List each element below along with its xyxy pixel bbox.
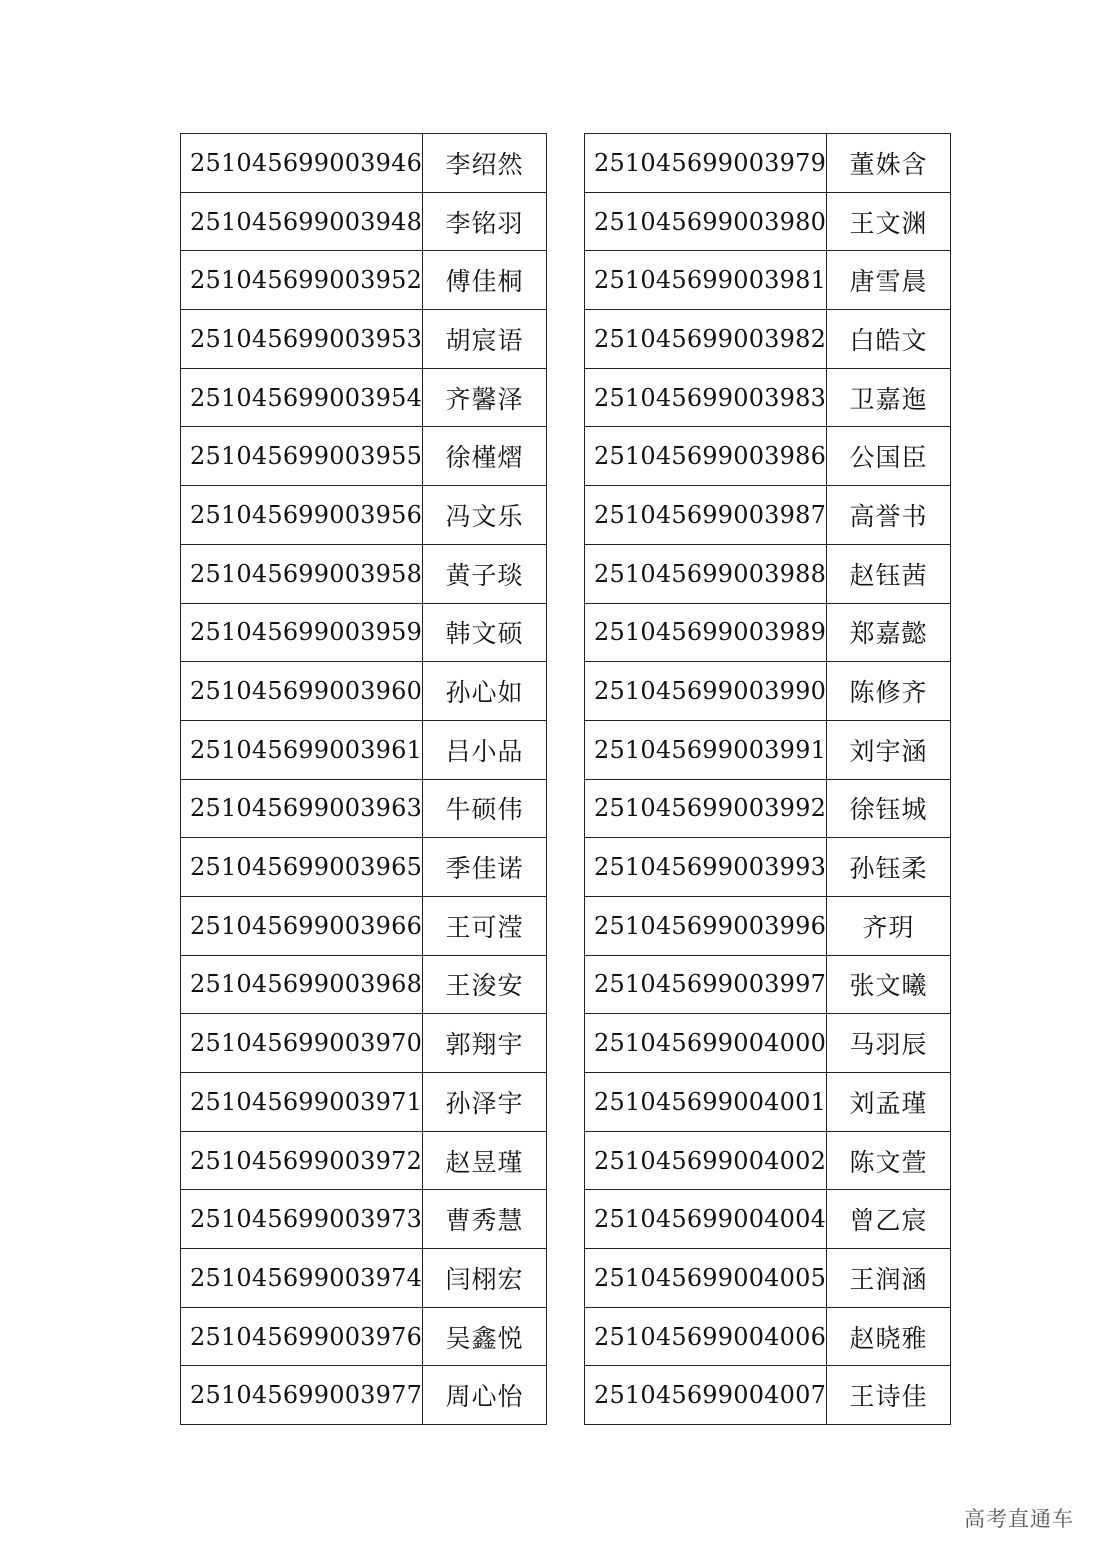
candidate-id-cell: 251045699003993 (585, 838, 827, 897)
candidate-name-cell: 孙钰柔 (827, 838, 951, 897)
candidate-name-cell: 董姝含 (827, 134, 951, 193)
candidate-id-cell: 251045699003979 (585, 134, 827, 193)
candidate-id-cell: 251045699003970 (181, 1014, 423, 1073)
table-row (181, 838, 547, 897)
candidate-id-cell: 251045699003948 (181, 192, 423, 251)
candidate-id-cell: 251045699003977 (181, 1366, 423, 1425)
table-row (585, 134, 951, 193)
candidate-name-cell: 牛硕伟 (423, 779, 547, 838)
candidate-id-cell: 251045699003946 (181, 134, 423, 193)
candidate-name-cell: 陈文萱 (827, 1131, 951, 1190)
candidate-name-cell: 徐槿熠 (423, 427, 547, 486)
table-row (585, 662, 951, 721)
table-row (181, 720, 547, 779)
candidate-id-cell: 251045699003960 (181, 662, 423, 721)
table-row (585, 779, 951, 838)
candidate-name-cell: 赵钰茜 (827, 544, 951, 603)
candidate-name-cell: 高誉书 (827, 486, 951, 545)
candidate-name-cell: 郑嘉懿 (827, 603, 951, 662)
table-row (181, 955, 547, 1014)
candidate-id-cell: 251045699004000 (585, 1014, 827, 1073)
table-row (181, 251, 547, 310)
table-row (181, 192, 547, 251)
candidate-id-cell: 251045699004001 (585, 1073, 827, 1132)
candidate-id-cell: 251045699003986 (585, 427, 827, 486)
candidate-id-cell: 251045699003971 (181, 1073, 423, 1132)
table-row (181, 544, 547, 603)
table-row (181, 486, 547, 545)
candidate-name-cell: 卫嘉迤 (827, 368, 951, 427)
candidate-id-cell: 251045699003968 (181, 955, 423, 1014)
candidate-id-cell: 251045699003952 (181, 251, 423, 310)
candidate-id-cell: 251045699004007 (585, 1366, 827, 1425)
right-table-body (585, 134, 951, 1425)
candidate-name-cell: 傅佳桐 (423, 251, 547, 310)
watermark-text: 高考直通车 (964, 1507, 1074, 1531)
candidate-id-cell: 251045699004004 (585, 1190, 827, 1249)
candidate-id-cell: 251045699003974 (181, 1249, 423, 1308)
table-row (181, 896, 547, 955)
candidate-id-cell: 251045699003966 (181, 896, 423, 955)
candidate-name-cell: 徐钰城 (827, 779, 951, 838)
table-row (181, 1366, 547, 1425)
candidate-name-cell: 曹秀慧 (423, 1190, 547, 1249)
candidate-id-cell: 251045699003963 (181, 779, 423, 838)
table-row (585, 838, 951, 897)
candidate-name-cell: 刘宇涵 (827, 720, 951, 779)
table-row (181, 368, 547, 427)
table-row (585, 486, 951, 545)
table-row (585, 720, 951, 779)
candidate-id-cell: 251045699003980 (585, 192, 827, 251)
candidate-id-cell: 251045699003992 (585, 779, 827, 838)
candidate-name-cell: 王润涵 (827, 1249, 951, 1308)
candidate-name-cell: 张文曦 (827, 955, 951, 1014)
table-row (181, 662, 547, 721)
table-row (585, 1073, 951, 1132)
table-row (181, 1307, 547, 1366)
table-row (585, 427, 951, 486)
table-row (181, 603, 547, 662)
candidate-name-cell: 胡宸语 (423, 310, 547, 369)
candidate-id-cell: 251045699003955 (181, 427, 423, 486)
candidate-id-cell: 251045699003954 (181, 368, 423, 427)
candidate-id-cell: 251045699003956 (181, 486, 423, 545)
table-row (181, 1249, 547, 1308)
candidate-id-cell: 251045699003982 (585, 310, 827, 369)
table-row (181, 1131, 547, 1190)
candidate-name-cell: 白皓文 (827, 310, 951, 369)
table-row (585, 368, 951, 427)
table-row (181, 1190, 547, 1249)
candidate-id-cell: 251045699003972 (181, 1131, 423, 1190)
candidate-name-cell: 周心怡 (423, 1366, 547, 1425)
table-row (585, 1014, 951, 1073)
candidate-name-cell: 孙心如 (423, 662, 547, 721)
candidate-id-cell: 251045699003989 (585, 603, 827, 662)
right-list-table (584, 133, 951, 1425)
candidate-name-cell: 李铭羽 (423, 192, 547, 251)
candidate-name-cell: 闫栩宏 (423, 1249, 547, 1308)
table-row (181, 1073, 547, 1132)
candidate-id-cell: 251045699003953 (181, 310, 423, 369)
candidate-id-cell: 251045699003996 (585, 896, 827, 955)
candidate-id-cell: 251045699003976 (181, 1307, 423, 1366)
table-row (585, 603, 951, 662)
candidate-name-cell: 韩文硕 (423, 603, 547, 662)
candidate-name-cell: 李绍然 (423, 134, 547, 193)
candidate-name-cell: 黄子琰 (423, 544, 547, 603)
table-row (585, 1249, 951, 1308)
candidate-id-cell: 251045699004006 (585, 1307, 827, 1366)
candidate-name-cell: 公国臣 (827, 427, 951, 486)
candidate-name-cell: 吴鑫悦 (423, 1307, 547, 1366)
table-row (585, 192, 951, 251)
table-row (181, 779, 547, 838)
table-row (585, 896, 951, 955)
candidate-name-cell: 唐雪晨 (827, 251, 951, 310)
candidate-id-cell: 251045699003987 (585, 486, 827, 545)
candidate-name-cell: 齐玥 (827, 896, 951, 955)
candidate-id-cell: 251045699003965 (181, 838, 423, 897)
candidate-id-cell: 251045699004002 (585, 1131, 827, 1190)
left-table-body (181, 134, 547, 1425)
candidate-name-cell: 王文渊 (827, 192, 951, 251)
left-list-table (180, 133, 547, 1425)
candidate-id-cell: 251045699003959 (181, 603, 423, 662)
table-row (585, 1366, 951, 1425)
candidate-name-cell: 冯文乐 (423, 486, 547, 545)
candidate-name-cell: 王可滢 (423, 896, 547, 955)
candidate-name-cell: 季佳诺 (423, 838, 547, 897)
candidate-name-cell: 孙泽宇 (423, 1073, 547, 1132)
candidate-name-cell: 曾乙宸 (827, 1190, 951, 1249)
table-row (181, 134, 547, 193)
candidate-id-cell: 251045699003958 (181, 544, 423, 603)
table-row (181, 427, 547, 486)
table-row (585, 310, 951, 369)
candidate-id-cell: 251045699003991 (585, 720, 827, 779)
candidate-name-cell: 吕小品 (423, 720, 547, 779)
table-row (181, 1014, 547, 1073)
candidate-id-cell: 251045699003997 (585, 955, 827, 1014)
candidate-name-cell: 王诗佳 (827, 1366, 951, 1425)
candidate-name-cell: 赵晓雅 (827, 1307, 951, 1366)
candidate-name-cell: 赵昱瑾 (423, 1131, 547, 1190)
candidate-id-cell: 251045699004005 (585, 1249, 827, 1308)
table-row (585, 251, 951, 310)
table-row (585, 955, 951, 1014)
table-row (585, 544, 951, 603)
candidate-id-cell: 251045699003973 (181, 1190, 423, 1249)
candidate-name-cell: 齐馨泽 (423, 368, 547, 427)
candidate-name-cell: 陈修齐 (827, 662, 951, 721)
candidate-id-cell: 251045699003988 (585, 544, 827, 603)
candidate-id-cell: 251045699003983 (585, 368, 827, 427)
candidate-name-cell: 刘孟瑾 (827, 1073, 951, 1132)
candidate-name-cell: 郭翔宇 (423, 1014, 547, 1073)
table-row (585, 1131, 951, 1190)
table-row (585, 1307, 951, 1366)
candidate-name-cell: 王浚安 (423, 955, 547, 1014)
candidate-id-cell: 251045699003981 (585, 251, 827, 310)
candidate-id-cell: 251045699003961 (181, 720, 423, 779)
table-row (181, 310, 547, 369)
candidate-name-cell: 马羽辰 (827, 1014, 951, 1073)
candidate-id-cell: 251045699003990 (585, 662, 827, 721)
table-row (585, 1190, 951, 1249)
